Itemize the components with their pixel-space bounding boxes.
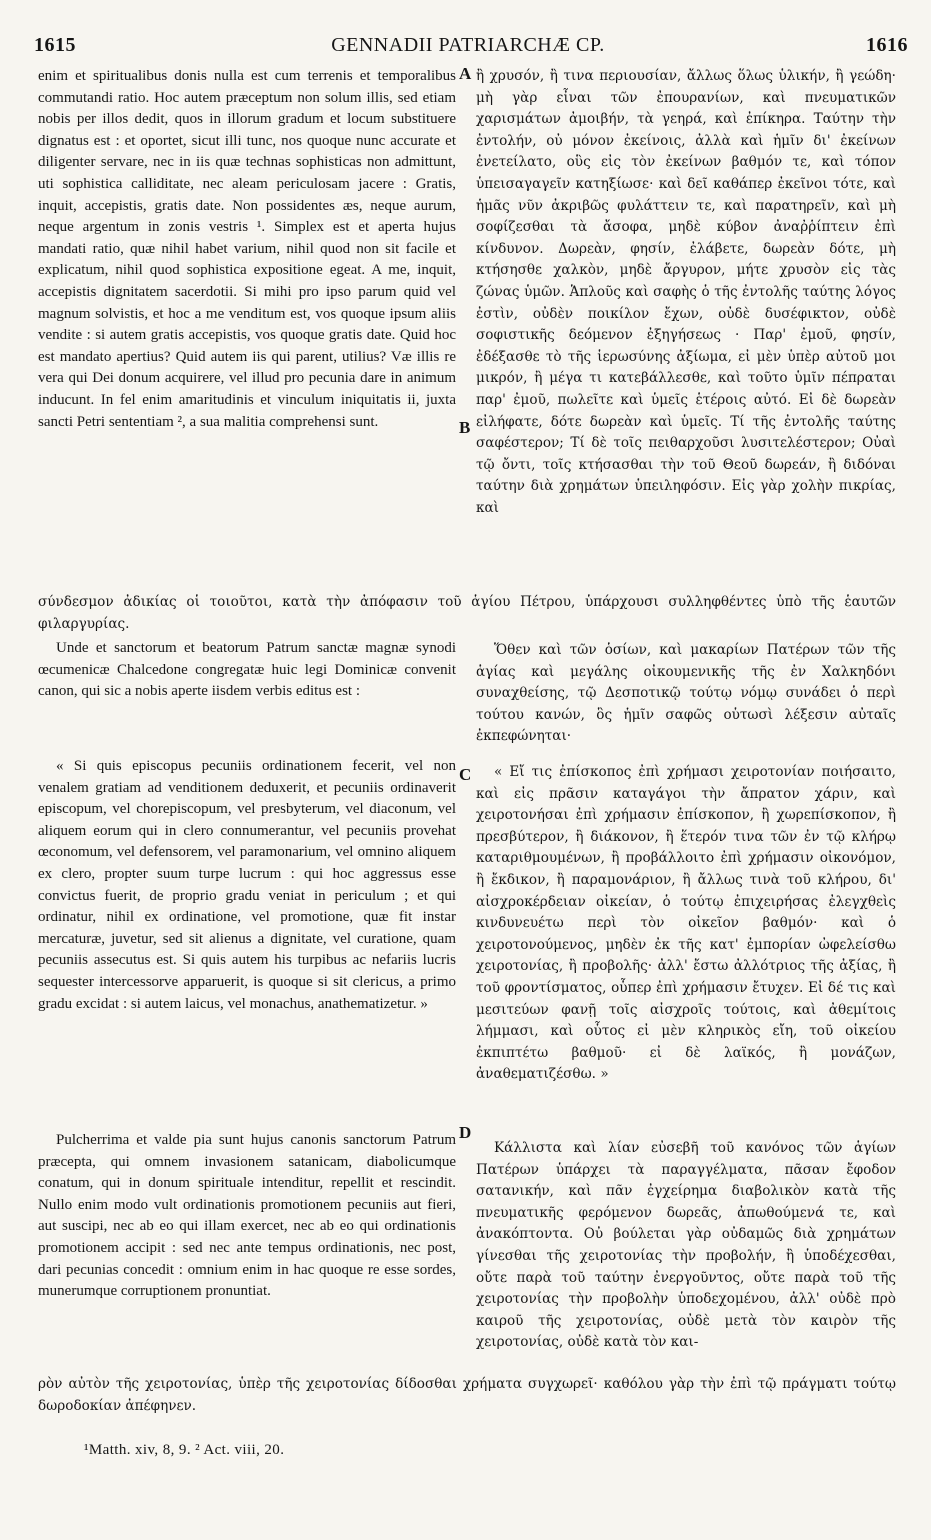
page-number-left: 1615 xyxy=(34,34,76,56)
latin-paragraph-1: enim et spiritualibus donis nulla est cum terrenis et temporalibus commutandi ratio. Hoc autem præceptum non solum illis, sed etiam nobis per illos dedit, quos in illorum gradum et locum substituere dignatus est : et oportet, sicut illi tunc, nos quoque nunc accurate et diligenter servare, nec in iis quæ technas sophisticas non admittunt, uti sophistica calliditate, nec aleam periculosam jacere : Gratis, inquit, accepistis, gratis date. Non possidentes æs, neque aurum, neque argentum in zonis vestris ¹. Simplex est et aperta hujus mandati ratio, quæ nihil habet varium, nihil quod non sit facile et explicatum, nihil quod sophistica expositione egeat. A me, inquit, accepistis dignitatem sacerdotii. Si mihi pro ipso parum quid vel magnum solvistis, et hoc a me venditum est, vos quoque ipsum aliis vendite : si autem gratis accepistis, vos quoque gratis date. Quid hoc est mandato apertius? Quid autem iis qui parent, utilius? Væ illis re vera qui Dei donum acquirere, vel illud pro pecunia dare in animum inducunt. In fel enim amaritudinis et vinculum iniquitatis ii, juxta sancti Petri sententiam ², a sua malitia comprehensi sunt. xyxy=(38,68,456,430)
greek-paragraph-4: Κάλλιστα καὶ λίαν εὐσεβῆ τοῦ κανόνος τῶν ἁγίων Πατέρων ὑπάρχει τὰ παραγγέλματα, πᾶσαν ἔφοδον σατανικήν, καὶ πᾶν ἐγχείρημα διαβολικὸν κατὰ τῆς πνευματικῆς φερόμενον δωρεᾶς, ἀπωθούμενά τε, καὶ ἀνακόπτοντα. Οὐ βούλεται γὰρ οὐδαμῶς διὰ χρημάτων γίνεσθαι τῆς χειροτονίας τὴν προβολήν, ἢ ὑποδέχεσθαι, οὔτε παρὰ τοῦ ταύτην ἐνεργοῦντος, οὔτε παρὰ τοῦ τῆς χειροτονίας τὴν προβολὴν ὑποδεχομένου, ἀλλ' οὐδὲ πρὸ καιροῦ τῆς χειροτονίας, οὐδὲ μετὰ τὸν καιρὸν τῆς χειροτονίας, οὐδὲ κατὰ τὸν και- xyxy=(476,1140,896,1351)
greek-column-block-2 xyxy=(476,640,896,745)
latin-paragraph-2: Unde et sanctorum et beatorum Patrum sanctæ magnæ synodi œcumenicæ Chalcedone congregatæ huic legi Dominicæ convenit canon, qui sic a nobis aperte iisdem verbis editus est : xyxy=(38,640,456,700)
section-marker-c: C xyxy=(459,765,472,784)
latin-column-block-2 xyxy=(38,638,456,732)
latin-column-block-4 xyxy=(38,1130,456,1370)
page-number-right: 1616 xyxy=(866,34,908,56)
greek-column-block-1 xyxy=(476,66,896,592)
footnotes: ¹Matth. xiv, 8, 9. ² Act. viii, 20. xyxy=(84,1442,285,1458)
greek-canon-quote: « Εἴ τις ἐπίσκοπος ἐπὶ χρήμασι χειροτονίαν ποιήσαιτο, καὶ εἰς πρᾶσιν καταγάγοι τὴν ἄπρατον χάριν, καὶ χειροτονήσαι ἐπὶ χρήμασιν ἐπίσκοπον, ἢ χωρεπίσκοπον, ἢ πρεσβύτερον, ἢ διάκονον, ἢ ἕτερόν τινα τῶν ἐν τῷ κλήρῳ καταριθμουμένων, ἢ προβάλλοιτο ἐπὶ χρήμασιν οἰκονόμον, ἢ ἔκδικον, ἢ παραμονάριον, ἢ ἄλλως τινὰ τοῦ κλήρου, δι' αἰσχροκέρδειαν οἰκείαν, ὁ τούτῳ ἐπιχειρήσας ἐλεγχθεὶς κινδυνευέτω περὶ τὸν οἰκεῖον βαθμόν· καὶ ὁ χειροτονούμενος, μηδὲν ἐκ τῆς κατ' ἐμπορίαν ὠφελείσθω χειροτονίας, ἢ προβολῆς· ἀλλ' ἔστω ἀλλότριος τῆς ἀξίας, ἢ τοῦ φροντίσματος, οὗπερ ἐπὶ χρήμασιν ἔτυχεν. Εἰ δέ τις καὶ μεσιτεύων φανῇ τοῖς αἰσχροῖς τούτοις, καὶ ἀθεμίτοις λήμμασι, καὶ οὗτος εἰ μὲν κληρικὸς εἴη, τοῦ οἰκείου ἐκπιπτέτω βαθμοῦ· εἰ δὲ λαϊκός, ἢ μονάζων, ἀναθεματιζέσθω. » xyxy=(476,764,896,1083)
latin-paragraph-4: Pulcherrima et valde pia sunt hujus canonis sanctorum Patrum præcepta, qui omnem invasionem satanicam, diabolicumque conatum, qui in donum spirituale intenditur, repellit et rescindit. Nullo enim modo vult ordinationis promotionem pecuniis aut fieri, aut suscipi, nec ab eo qui illam exercet, nec ab eo qui ordinationis promotionem accipit : sed nec ante tempus ordinationis, nec post, dari pecunias concedit : omnium enim in hac quoque re esse sordes, munerumque corruptionem pronuntiat. xyxy=(38,1132,456,1300)
greek-column-block-3 xyxy=(476,762,896,1118)
latin-column-block-3 xyxy=(38,756,456,1108)
greek-fullwidth-continuation-1 xyxy=(38,592,896,635)
section-marker-a: A xyxy=(459,64,472,83)
greek-fullwidth-continuation-4 xyxy=(38,1374,896,1417)
latin-column-block-1 xyxy=(38,66,456,590)
running-header xyxy=(28,34,908,60)
running-title: GENNADII PATRIARCHÆ CP. xyxy=(331,34,605,56)
latin-canon-quote: « Si quis episcopus pecuniis ordinationem fecerit, vel non venalem gratiam ad venditionem deduxerit, et pecuniis ordinaverit episcopum, vel chorepiscopum, vel presbyterum, vel diaconum, vel aliquem eorum qui in clero connumerantur, vel pecuniis provehat œconomum, vel defensorem, vel paramonarium, vel omnino aliquem ex clero, propter suum turpe lucrum : qui hoc aggressus esse convictus fuerit, de proprio gradu veniat in periculum ; et qui ordinatur, nihil ex ordinatione, vel promotione, quæ fit instar mercaturæ, juvetur, sed sit alienus a dignitate, vel curatione, quam pecuniis assecutus est. Si quis autem his turpibus ac nefariis lucris sequester intercessorve apparuerit, is quoque si sit clericus, a primo gradu excidat : si autem laicus, vel monachus, anathematizetur. » xyxy=(38,758,456,1012)
section-marker-b: B xyxy=(459,418,471,437)
greek-paragraph-1: ἢ χρυσόν, ἢ τινα περιουσίαν, ἄλλως ὅλως ὑλικήν, ἢ γεώδη· μὴ γὰρ εἶναι τῶν ἐπουρανίων, καὶ πνευματικῶν χαρισμάτων ἀμοιβήν, τὰ γεηρά, καὶ ἐπίκηρα. Ταύτην τὴν ἐντολήν, οὐ μόνον ἐκείνοις, ἀλλὰ καὶ ἡμῖν δι' ἐκείνων ἐνετείλατο, οὓς εἰς τὸν ἐκείνων βαθμόν τε, καὶ τόπον ὑπεισαγαγεῖν κατηξίωσε· καὶ δεῖ καθάπερ ἐκεῖνοι τότε, καὶ ἡμᾶς νῦν ἀκριβῶς φυλάττειν τε, καὶ παρατηρεῖν, καὶ μὴ σοφίζεσθαι τὰ ἄσοφα, μηδὲ κύβον ἀναῤῥίπτειν ἐπὶ κίνδυνον. Δωρεὰν, φησίν, ἐλάβετε, δωρεὰν δότε, μὴ κτήσησθε χαλκὸν, μηδὲ ἄργυρον, μήτε χρυσὸν εἰς τὰς ζώνας ὑμῶν. Ἁπλοῦς καὶ σαφὴς ὁ τῆς ἐντολῆς ταύτης λόγος ἐστὶν, οὐδὲν ποικίλον ἔχων, οὐδὲ δυσέφικτον, οὐδὲ σοφιστικῆς δεόμενον ἐξηγήσεως · Παρ' ἐμοῦ, φησίν, ἐδέξασθε τὸ τῆς ἱερωσύνης ἀξίωμα, εἰ μὲν ὑπὲρ αὐτοῦ μοι μικρόν, ἢ μέγα τι κατεβάλλεσθε, καὶ τοῦτο ὑμῖν πέπραται παρ' ἐμοῦ, πωλεῖτε καὶ ὑμεῖς ἑτέροις αὐτό. Εἰ δὲ δωρεὰν εἰλήφατε, δότε δωρεὰν καὶ ὑμεῖς. Τί τῆς ἐντολῆς ταύτης σαφέστερον; Τί δὲ τοῖς πειθαρχοῦσι λυσιτελέστερον; Οὐαὶ τῷ ὄντι, τοῖς κτήσασθαι τὴν τοῦ Θεοῦ δωρεάν, ἢ διδόναι ταύτην διὰ χρημάτων ὑπειληφόσιν. Εἰς γὰρ χολὴν πικρίας, καὶ xyxy=(476,68,896,516)
greek-paragraph-4-tail: ρὸν αὐτὸν τῆς χειροτονίας, ὑπὲρ τῆς χειροτονίας δίδοσθαι χρήματα συγχωρεῖ· καθόλου γὰρ τὴν ἐπὶ τῷ πράγματι τούτῳ δωροδοκίαν ἀπέφηνεν. xyxy=(38,1376,896,1414)
greek-column-block-4 xyxy=(476,1138,896,1374)
greek-paragraph-2: Ὅθεν καὶ τῶν ὁσίων, καὶ μακαρίων Πατέρων τῶν τῆς ἁγίας καὶ μεγάλης οἰκουμενικῆς τῆς ἐν Χαλκηδόνι συναχθείσης, τῷ Δεσποτικῷ τούτῳ νόμῳ συνάδει ὁ περὶ τούτου κανών, ὃς ἡμῖν σαφῶς οὑτωσὶ λέξεσιν αὐταῖς ἐκπεφώνηται· xyxy=(476,642,896,745)
section-marker-d: D xyxy=(459,1123,472,1142)
greek-paragraph-1-tail: σύνδεσμον ἀδικίας οἱ τοιοῦτοι, κατὰ τὴν ἀπόφασιν τοῦ ἁγίου Πέτρου, ὑπάρχουσι συλληφθέντες ὑπὸ τῆς ἑαυτῶν φιλαργυρίας. xyxy=(38,594,896,632)
